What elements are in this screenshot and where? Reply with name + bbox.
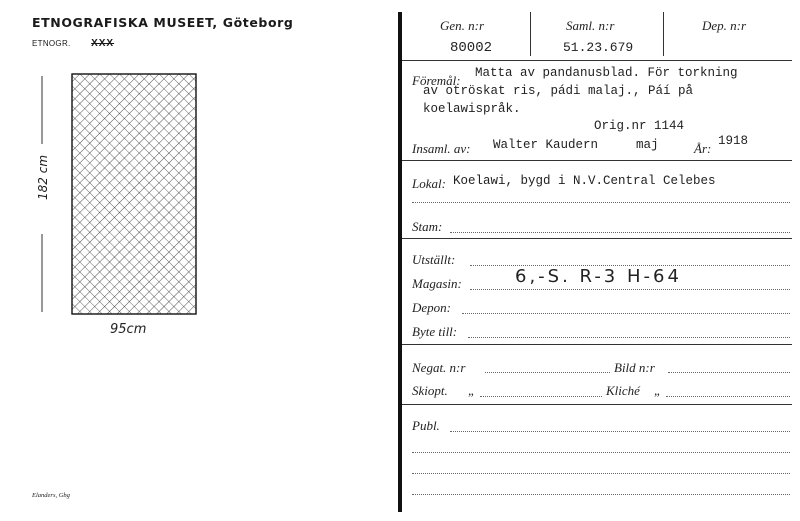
magasin-value: 6,-S. R-3 H-64 xyxy=(515,266,682,287)
locality-value: Koelawi, bygd i N.V.Central Celebes xyxy=(453,174,716,188)
rule-stam xyxy=(402,238,792,239)
mat-drawing xyxy=(30,64,210,324)
stam-label: Stam: xyxy=(412,219,443,234)
byte-dots xyxy=(468,337,790,338)
kliche-label: Kliché xyxy=(606,383,640,398)
bild-label: Bild n:r xyxy=(614,360,655,375)
printer-credit: Elanders, Gbg xyxy=(32,492,70,499)
object-label: Föremål: xyxy=(412,73,461,88)
locality-label: Lokal: xyxy=(412,176,446,191)
collected-label: Insaml. av: xyxy=(412,141,471,156)
department-label: ETNOGR. xyxy=(32,39,71,48)
year-value: 1918 xyxy=(718,134,749,148)
dep-label: Dep. n:r xyxy=(702,18,747,33)
object-line-3: koelawispråk. xyxy=(423,102,521,116)
skiopt-ditto: „ xyxy=(468,383,476,398)
gen-value: 80002 xyxy=(450,40,493,56)
kliche-dots xyxy=(666,396,790,397)
museum-name: ETNOGRAFISKA MUSEET, Göteborg xyxy=(32,15,294,30)
saml-value: 51.23.679 xyxy=(563,40,634,55)
width-annotation: 95cm xyxy=(110,322,147,337)
original-number: Orig.nr 1144 xyxy=(594,119,685,133)
header-sep-2 xyxy=(663,12,664,56)
gen-label: Gen. n:r xyxy=(440,18,485,33)
header-rule xyxy=(402,60,792,61)
object-line-2: av otröskat ris, pádi malaj., Páí på xyxy=(423,84,694,98)
bild-dots xyxy=(668,372,790,373)
rule-skiopt xyxy=(402,404,792,405)
department-line xyxy=(32,38,114,49)
byte-label: Byte till: xyxy=(412,324,458,339)
magasin-dots xyxy=(470,289,790,290)
publ-dots-1 xyxy=(450,431,790,432)
card-divider xyxy=(398,12,402,512)
publ-label: Publ. xyxy=(412,418,440,433)
publ-dots-2 xyxy=(412,452,790,453)
depon-label: Depon: xyxy=(412,300,451,315)
kliche-ditto: „ xyxy=(654,383,662,398)
rule-byte xyxy=(402,344,792,345)
magasin-label: Magasin: xyxy=(412,276,462,291)
publ-dots-3 xyxy=(412,473,790,474)
header-sep-1 xyxy=(530,12,531,56)
publ-dots-4 xyxy=(412,494,790,495)
collector-value: Walter Kaudern xyxy=(493,138,599,152)
collected-month: maj xyxy=(636,138,659,152)
height-annotation: 182 cm xyxy=(36,154,50,200)
skiopt-label: Skiopt. xyxy=(412,383,448,398)
year-label: År: xyxy=(694,141,712,156)
negat-dots xyxy=(485,372,610,373)
rule-collected xyxy=(402,160,792,161)
skiopt-dots xyxy=(480,396,602,397)
depon-dots xyxy=(462,313,790,314)
utstallt-label: Utställt: xyxy=(412,252,456,267)
department-crossed: XXX xyxy=(91,38,115,49)
object-line-1: Matta av pandanusblad. För torkning xyxy=(475,66,738,80)
saml-label: Saml. n:r xyxy=(566,18,615,33)
locality-dots xyxy=(412,202,790,203)
stam-dots xyxy=(450,232,790,233)
negat-label: Negat. n:r xyxy=(412,360,466,375)
